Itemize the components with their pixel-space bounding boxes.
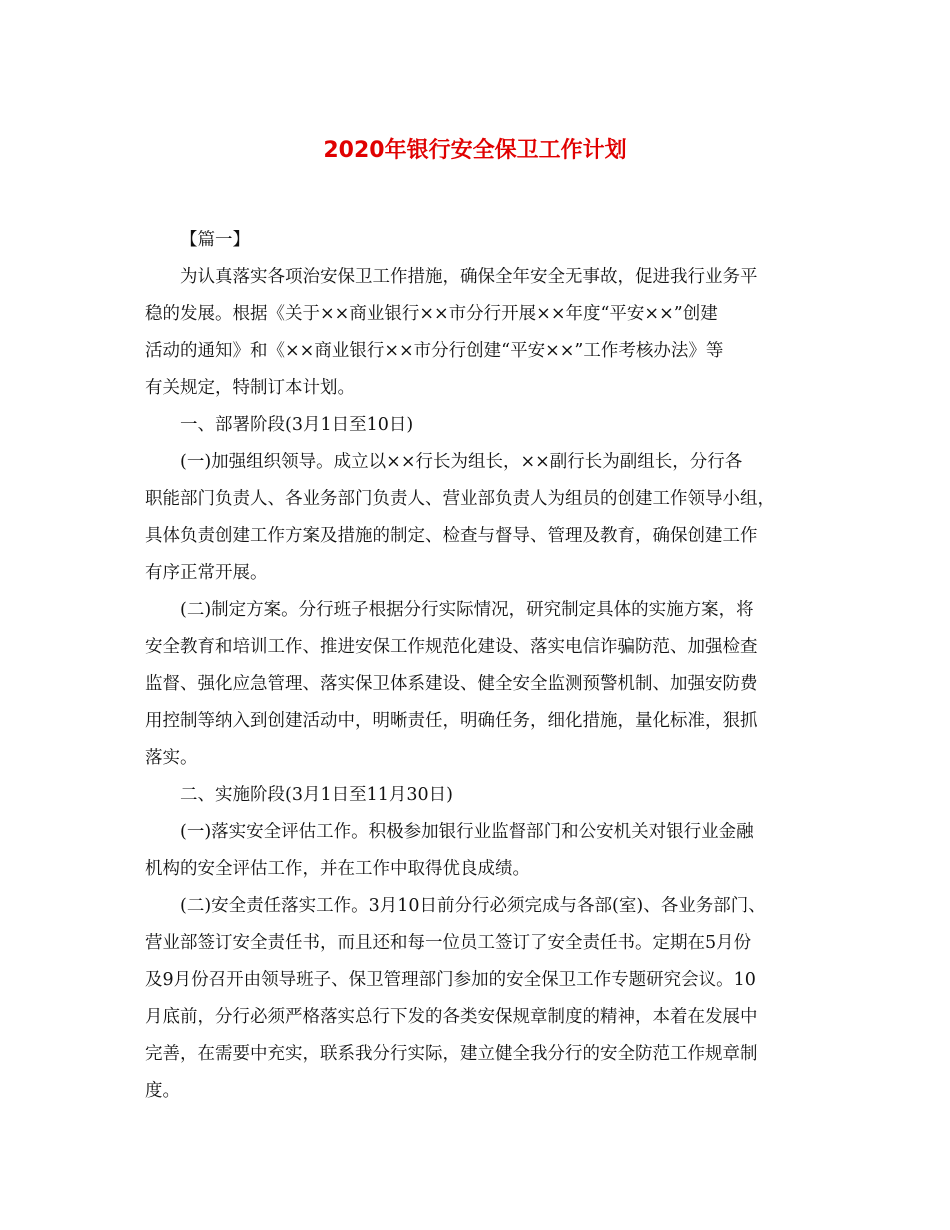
text-line: 月底前，分行必须严格落实总行下发的各类安保规章制度的精神，本着在发展中 [145,1007,758,1027]
intro-paragraph [145,259,809,407]
text-line: 及9月份召开由领导班子、保卫管理部门参加的安全保卫工作专题研究会议。10 [145,970,756,990]
stage-two-item-two [145,888,809,1110]
document-title: 2020年银行安全保卫工作计划 [323,138,627,163]
text-line: 稳的发展。根据《关于××商业银行××市分行开展××年度“平安××”创建 [145,304,718,324]
text-line: 【篇一】 [180,230,250,250]
text-line: 落实。 [145,748,198,768]
text-line: 一、部署阶段(3月1日至10日) [180,415,414,435]
text-line: 具体负责创建工作方案及措施的制定、检查与督导、管理及教育，确保创建工作 [145,526,758,546]
text-line: 完善，在需要中充实，联系我分行实际，建立健全我分行的安全防范工作规章制 [145,1044,758,1064]
text-line: (二)制定方案。分行班子根据分行实际情况，研究制定具体的实施方案，将 [180,600,754,620]
text-line: 度。 [145,1081,180,1101]
stage-two-heading [145,777,809,814]
text-line: 有关规定，特制订本计划。 [145,378,355,398]
stage-two-item-one [145,814,809,888]
stage-one-item-one [145,444,809,592]
text-line: 营业部签订安全责任书，而且还和每一位员工签订了安全责任书。定期在5月份 [145,933,752,953]
text-line: 二、实施阶段(3月1日至11月30日) [180,785,453,805]
text-line: 职能部门负责人、各业务部门负责人、营业部负责人为组员的创建工作领导小组， [145,489,775,509]
stage-one-item-two [145,592,809,777]
document-body [145,222,809,1110]
text-line: 监督、强化应急管理、落实保卫体系建设、健全安全监测预警机制、加强安防费 [145,674,758,694]
text-line: 活动的通知》和《××商业银行××市分行创建“平安××”工作考核办法》等 [145,341,724,361]
text-line: (一)加强组织领导。成立以××行长为组长，××副行长为副组长，分行各 [180,452,743,472]
text-line: 机构的安全评估工作，并在工作中取得优良成绩。 [145,859,530,879]
text-line: 为认真落实各项治安保卫工作措施，确保全年安全无事故，促进我行业务平 [180,267,758,287]
section-heading-part-one [145,222,809,259]
stage-one-heading [145,407,809,444]
text-line: (一)落实安全评估工作。积极参加银行业监督部门和公安机关对银行业金融 [180,822,754,842]
text-line: 用控制等纳入到创建活动中，明晰责任，明确任务，细化措施，量化标准，狠抓 [145,711,758,731]
text-line: 安全教育和培训工作、推进安保工作规范化建设、落实电信诈骗防范、加强检查 [145,637,758,657]
text-line: 有序正常开展。 [145,563,268,583]
text-line: (二)安全责任落实工作。3月10日前分行必须完成与各部(室)、各业务部门、 [180,896,766,916]
